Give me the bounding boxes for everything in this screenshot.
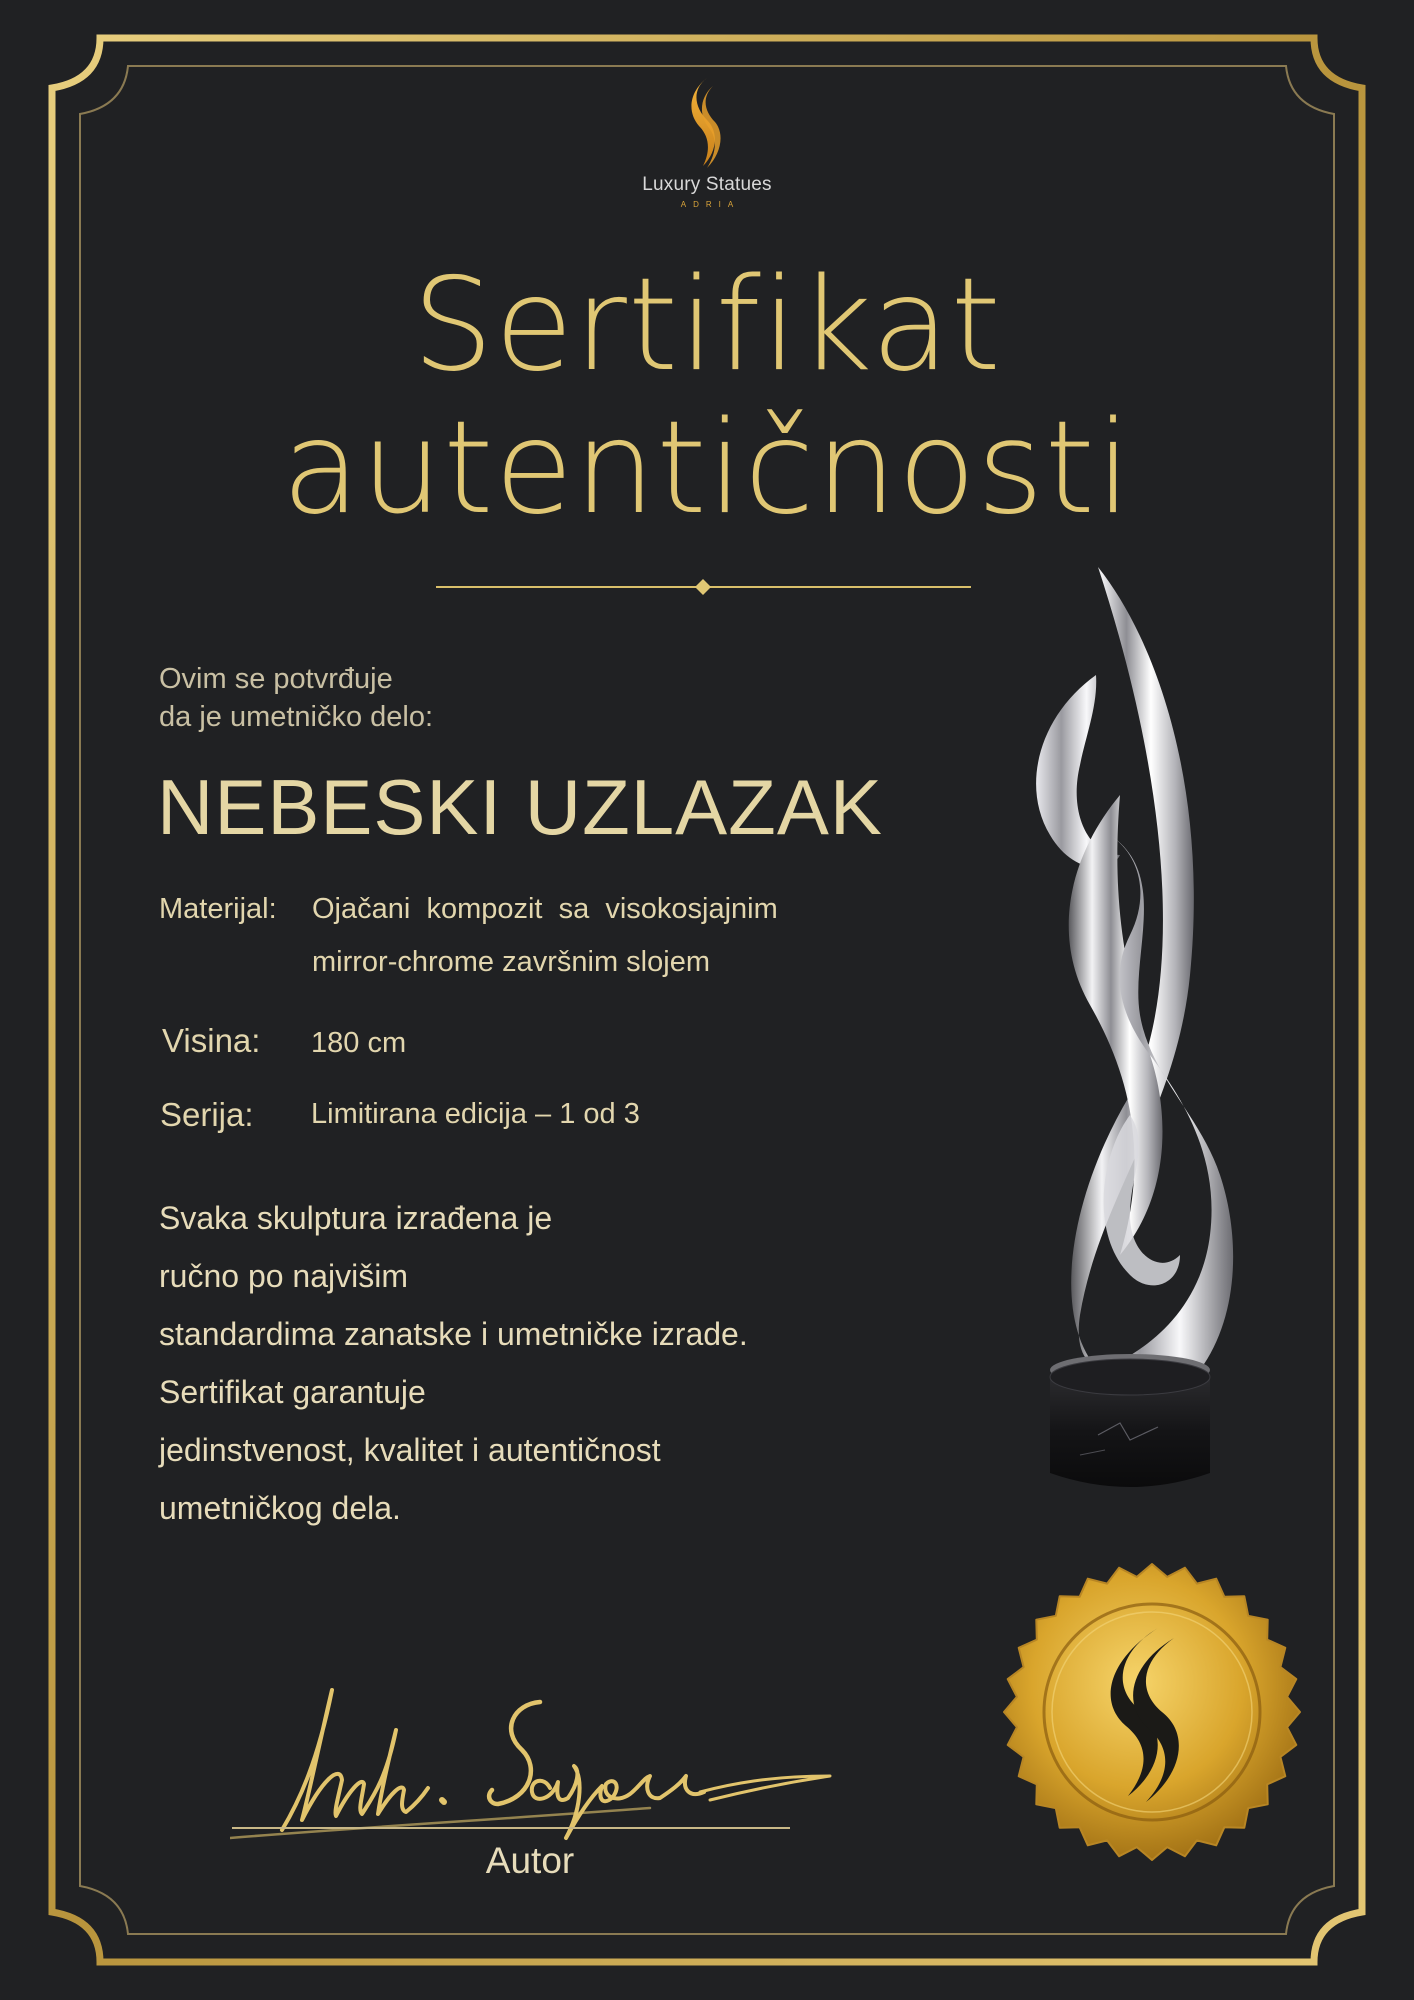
artwork-name: NEBESKI UZLAZAK <box>157 763 883 851</box>
material-value-line-1: Ojačani kompozit sa visokosjajnim <box>312 893 778 925</box>
description-line: Svaka skulptura izrađena je <box>159 1200 553 1236</box>
intro-line-2: da je umetničko delo: <box>159 701 434 733</box>
description-line: Sertifikat garantuje <box>159 1374 426 1410</box>
description-line: standardima zanatske i umetničke izrade. <box>159 1316 748 1352</box>
description-line: jedinstvenost, kvalitet i autentičnost <box>159 1432 661 1468</box>
height-value: 180 cm <box>311 1027 407 1059</box>
double-s-flame-logo-icon <box>677 72 737 172</box>
brand-name: Luxury Statues <box>642 174 772 195</box>
material-value-line-2: mirror-chrome završnim slojem <box>312 946 710 978</box>
signature-line <box>232 1827 790 1829</box>
description-text <box>159 1189 859 1537</box>
series-value: Limitirana edicija – 1 od 3 <box>311 1098 640 1130</box>
height-label: Visina: <box>162 1022 261 1059</box>
statue-image <box>980 555 1260 1515</box>
intro-line-1: Ovim se potvrđuje <box>159 663 393 695</box>
title-divider <box>436 576 971 598</box>
intro-text <box>159 660 433 736</box>
title-line-1: Sertifikat <box>412 251 1002 400</box>
diamond-icon <box>695 579 711 595</box>
material-label: Materijal: <box>159 893 277 925</box>
brand-subtitle: ADRIA <box>680 200 741 209</box>
gold-seal-image <box>1000 1560 1305 1865</box>
description-line: umetničkog dela. <box>159 1490 401 1526</box>
handwritten-signature <box>230 1680 850 1850</box>
title-line-2: autentičnosti <box>281 394 1133 543</box>
series-label: Serija: <box>160 1096 254 1133</box>
author-label: Autor <box>485 1840 575 1881</box>
description-line: ručno po najvišim <box>159 1258 408 1294</box>
brand-logo <box>557 72 857 222</box>
